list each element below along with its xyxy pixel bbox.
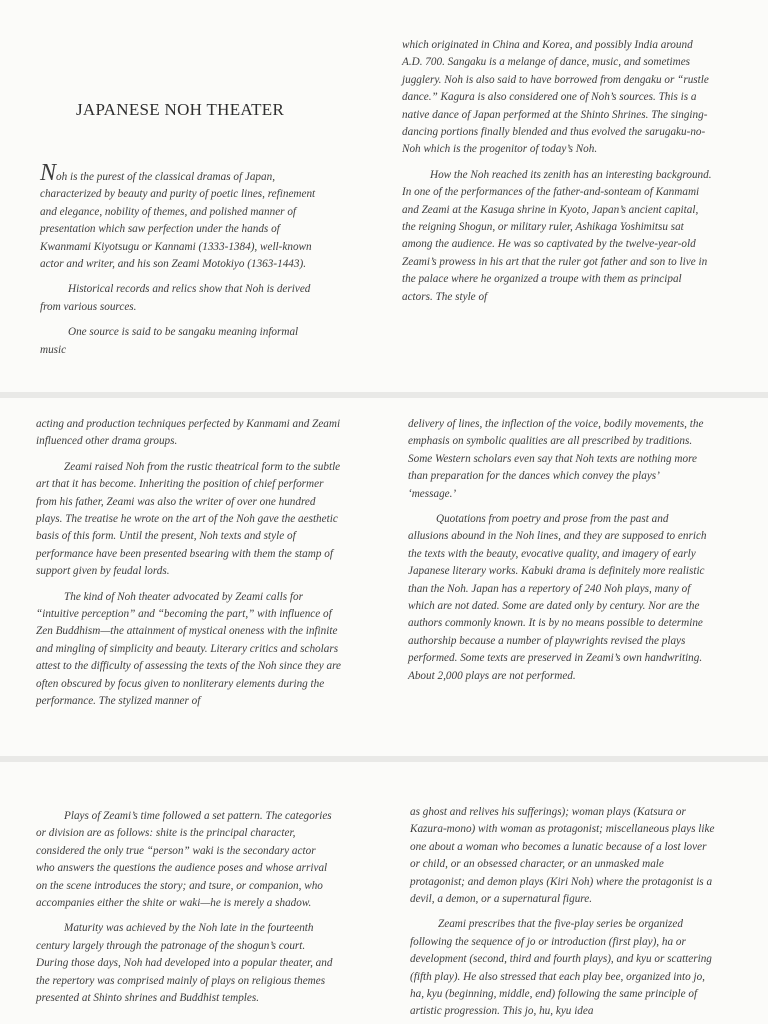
right-column (408, 416, 708, 693)
paragraph: The kind of Noh theater advocated by Zeami calls for “intuitive perception” and “becoming the part,” with influence of Zen Buddhism—the attainment of mystical oneness with the infinite and mingling of simplicity and beauty. Literary critics and scholars attest to the difficulty of assessing the texts of the Noh since they are often obscured by focus given to nonliterary elements during the performance. The stylized manner of (36, 590, 342, 708)
paragraph: Zeami raised Noh from the rustic theatrical form to the subtle art that it has become. Inheriting the position of chief performer from his father, Zeami was also the writer of over one hundred plays. The treatise he wrote on the art of the Noh gave the aesthetic basis of this form. Until the present, Noh texts and style of performance have been presented bsearing with them the stamp of support given by feudal lords. (36, 460, 341, 578)
left-column (36, 416, 342, 719)
paragraph: as ghost and relives his sufferings); woman plays (Katsura or Kazura-mono) with woman as protagonist; miscellaneous plays like one about a woman who becomes a lunatic because of a lost lover or child, or an obsessed character, or an unmasked male protagonist; and demon plays (Kiri Noh) where the protagonist is a devil, a demon, or a supernatural figure. (410, 806, 715, 906)
paragraph (40, 160, 326, 273)
page-title: JAPANESE NOH THEATER (76, 100, 285, 119)
drop-cap: N (40, 160, 57, 186)
paragraph: One source is said to be sangaku meaning informal music (40, 326, 299, 356)
document-page-1 (0, 0, 768, 392)
paragraph: which originated in China and Korea, and possibly India around A.D. 700. Sangaku is a melange of dance, music, and sometimes jugglery. Noh is also said to have borrowed from dengaku or “rustle dance.” Kagura is also considered one of Noh’s sources. This is a native dance of Japan performed at the Shinto Shrines. The singing-dancing portions finally blended and thus evolved the sarugaku-no-Noh which is the progenitor of today’s Noh. (402, 39, 709, 156)
paragraph: How the Noh reached its zenith has an interesting background. In one of the performances of the father-and-sonteam of Kanmami and Zeami at the Kasuga shrine in Kyoto, Japan’s ancient capital, the reigning Shogun, or military ruler, Ashikaga Yoshimitsu sat among the audience. He was so captivated by the twelve-year-old Zeami’s prowess in his art that the ruler got father and son to live in the palace where he organized a troupe with them as principal actors. The style of (402, 168, 712, 303)
paragraph: Zeami prescribes that the five-play series be organized following the sequence of jo or introduction (first play), ha or development (second, third and fourth plays), and kyu or scattering (fifth play). He also stressed that each play bee, organized into jo, ha, kyu (beginning, middle, end) following the same principle of artistic progression. This jo, hu, kyu idea (410, 918, 712, 1018)
left-column (36, 808, 336, 1015)
paragraph: acting and production techniques perfected by Kanmami and Zeami influenced other drama groups. (36, 418, 341, 448)
document-page-2 (0, 398, 768, 756)
right-column (410, 804, 716, 1024)
paragraph: Plays of Zeami’s time followed a set pattern. The categories or division are as follows: shite is the principal character, considered the only true “person” waki is the secondary actor who answers the questions the audience poses and whose arrival on the scene introduces the story; and tsure, or companion, who accompanies either the shite or waki—he is merely a shadow. (36, 810, 332, 910)
paragraph: Quotations from poetry and prose from the past and allusions abound in the Noh lines, and they are supposed to enrich the texts with the beauty, evocative quality, and imagery of early Japanese literary works. Kabuki drama is definitely more realistic than the Noh. Japan has a repertory of 240 Noh plays, many of which are not dated. Some are dated only by century. Nor are the authors commonly known. It is by no means possible to determine authorship because a number of playwrights revised the plays performed. Some texts are preserved in Zeami’s own handwriting. About 2,000 plays are not performed. (408, 513, 707, 682)
paragraph-text: oh is the purest of the classical dramas of Japan, characterized by beauty and purity of poetic lines, refinement and elegance, nobility of themes, and polished manner of presentation which saw perfection under the hands of Kwanmami Kiyotsugu or Kannami (1333-1384), well-known actor and writer, and his son Zeami Motokiyo (1363-1443). (40, 171, 316, 271)
right-column (402, 37, 714, 314)
document-page-3 (0, 762, 768, 1024)
paragraph: Maturity was achieved by the Noh late in the fourteenth century largely through the patronage of the shogun’s court. During those days, Noh had developed into a popular theater, and the repertory was comprised mainly of plays on religious themes presented at Shinto shrines and Buddhist temples. (36, 922, 333, 1005)
left-column (40, 160, 326, 367)
paragraph: delivery of lines, the inflection of the voice, bodily movements, the emphasis on symbolic qualities are all prescribed by traditions. Some Western scholars even say that Noh texts are nothing more than preparation for the dances which convey the plays’ ‘message.’ (408, 418, 704, 500)
paragraph: Historical records and relics show that Noh is derived from various sources. (40, 283, 311, 313)
